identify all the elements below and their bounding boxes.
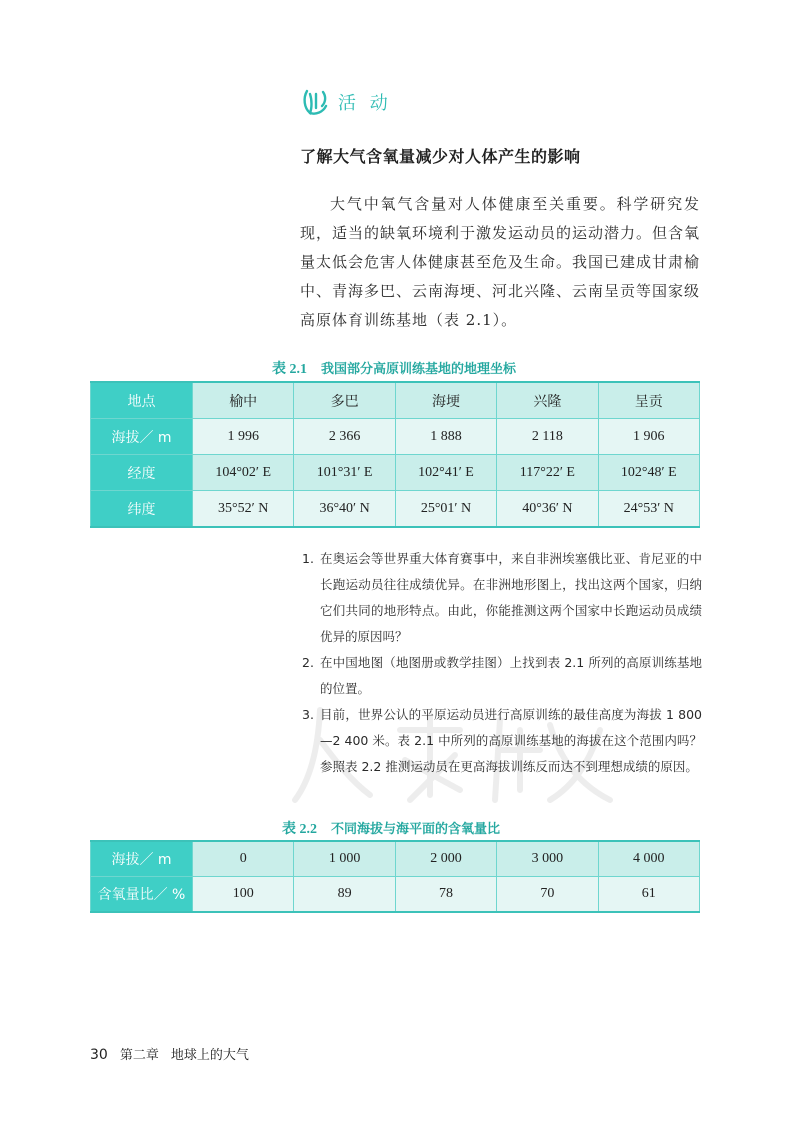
table-cell: 102°41′ E xyxy=(395,455,496,491)
question-text: 在奥运会等世界重大体育赛事中，来自非洲埃塞俄比亚、肯尼亚的中长跑运动员往往成绩优异。在非洲地形图上，找出这两个国家，归纳它们共同的地形特点。由此，你能推测这两个国家中长跑运动员成绩优异的原因吗？ xyxy=(320,551,702,644)
table-cell: 102°48′ E xyxy=(598,455,699,491)
table-cell: 1 000 xyxy=(294,841,395,877)
page-number: 30 xyxy=(90,1047,108,1063)
table-cell: 1 996 xyxy=(193,419,294,455)
table-cell: 0 xyxy=(193,841,294,877)
table-cell: 101°31′ E xyxy=(294,455,395,491)
table2-number: 表 2.2 xyxy=(282,822,317,837)
intro-paragraph: 大气中氧气含量对人体健康至关重要。科学研究发现，适当的缺氧环境利于激发运动员的运动潜力。但含氧量太低会危害人体健康甚至危及生命。我国已建成甘肃榆中、青海多巴、云南海埂、河北兴隆、云南呈贡等国家级高原体育训练基地（表 2.1）。 xyxy=(300,195,701,329)
table-cell: 2 000 xyxy=(395,841,496,877)
activity-label: 活 动 xyxy=(338,93,392,114)
table-cell: 3 000 xyxy=(497,841,598,877)
table-row xyxy=(91,491,700,528)
table-cell: 1 888 xyxy=(395,419,496,455)
page-footer xyxy=(90,1044,249,1063)
table-cell: 40°36′ N xyxy=(497,491,598,528)
question-number: 1. xyxy=(302,551,314,566)
activity-icon xyxy=(300,86,332,118)
table-cell: 24°53′ N xyxy=(598,491,699,528)
table-cell: 2 366 xyxy=(294,419,395,455)
list-item xyxy=(302,546,702,650)
table-row xyxy=(91,841,700,877)
row-header: 海拔／ m xyxy=(91,841,193,877)
table-row xyxy=(91,382,700,419)
table-cell: 榆中 xyxy=(193,382,294,419)
table2-caption xyxy=(282,818,500,838)
table2 xyxy=(90,840,700,913)
table1 xyxy=(90,381,700,528)
table-cell: 61 xyxy=(598,877,699,913)
row-header: 含氧量比／ % xyxy=(91,877,193,913)
table-cell: 多巴 xyxy=(294,382,395,419)
table-cell: 70 xyxy=(497,877,598,913)
question-number: 2. xyxy=(302,655,314,670)
table-row xyxy=(91,455,700,491)
table2-title: 不同海拔与海平面的含氧量比 xyxy=(331,822,501,837)
row-header: 地点 xyxy=(91,382,193,419)
table-cell: 78 xyxy=(395,877,496,913)
table-cell: 兴隆 xyxy=(497,382,598,419)
chapter-title: 地球上的大气 xyxy=(170,1048,249,1063)
table-cell: 89 xyxy=(294,877,395,913)
table1-number: 表 2.1 xyxy=(272,362,307,377)
questions-list xyxy=(302,546,702,780)
question-text: 在中国地图（地图册或教学挂图）上找到表 2.1 所列的高原训练基地的位置。 xyxy=(320,655,702,696)
table-cell: 104°02′ E xyxy=(193,455,294,491)
list-item xyxy=(302,650,702,702)
section-heading: 了解大气含氧量减少对人体产生的影响 xyxy=(300,147,581,166)
table-row xyxy=(91,877,700,913)
table-row xyxy=(91,419,700,455)
table-cell: 25°01′ N xyxy=(395,491,496,528)
table-cell: 海埂 xyxy=(395,382,496,419)
row-header: 经度 xyxy=(91,455,193,491)
question-number: 3. xyxy=(302,707,314,722)
table-cell: 1 906 xyxy=(598,419,699,455)
table-cell: 呈贡 xyxy=(598,382,699,419)
list-item xyxy=(302,702,702,780)
table-cell: 100 xyxy=(193,877,294,913)
table1-title: 我国部分高原训练基地的地理坐标 xyxy=(321,362,517,377)
chapter-label: 第二章 xyxy=(119,1048,159,1063)
table-cell: 117°22′ E xyxy=(497,455,598,491)
activity-header xyxy=(300,82,392,122)
table1-caption xyxy=(272,358,516,378)
table-cell: 35°52′ N xyxy=(193,491,294,528)
table-cell: 36°40′ N xyxy=(294,491,395,528)
row-header: 纬度 xyxy=(91,491,193,528)
question-text: 目前，世界公认的平原运动员进行高原训练的最佳高度为海拔 1 800—2 400 米。表 2.1 中所列的高原训练基地的海拔在这个范围内吗？参照表 2.2 推测运动员在更高海拔训练反而达不到理想成绩的原因。 xyxy=(320,707,702,774)
row-header: 海拔／ m xyxy=(91,419,193,455)
table-cell: 2 118 xyxy=(497,419,598,455)
table-cell: 4 000 xyxy=(598,841,699,877)
